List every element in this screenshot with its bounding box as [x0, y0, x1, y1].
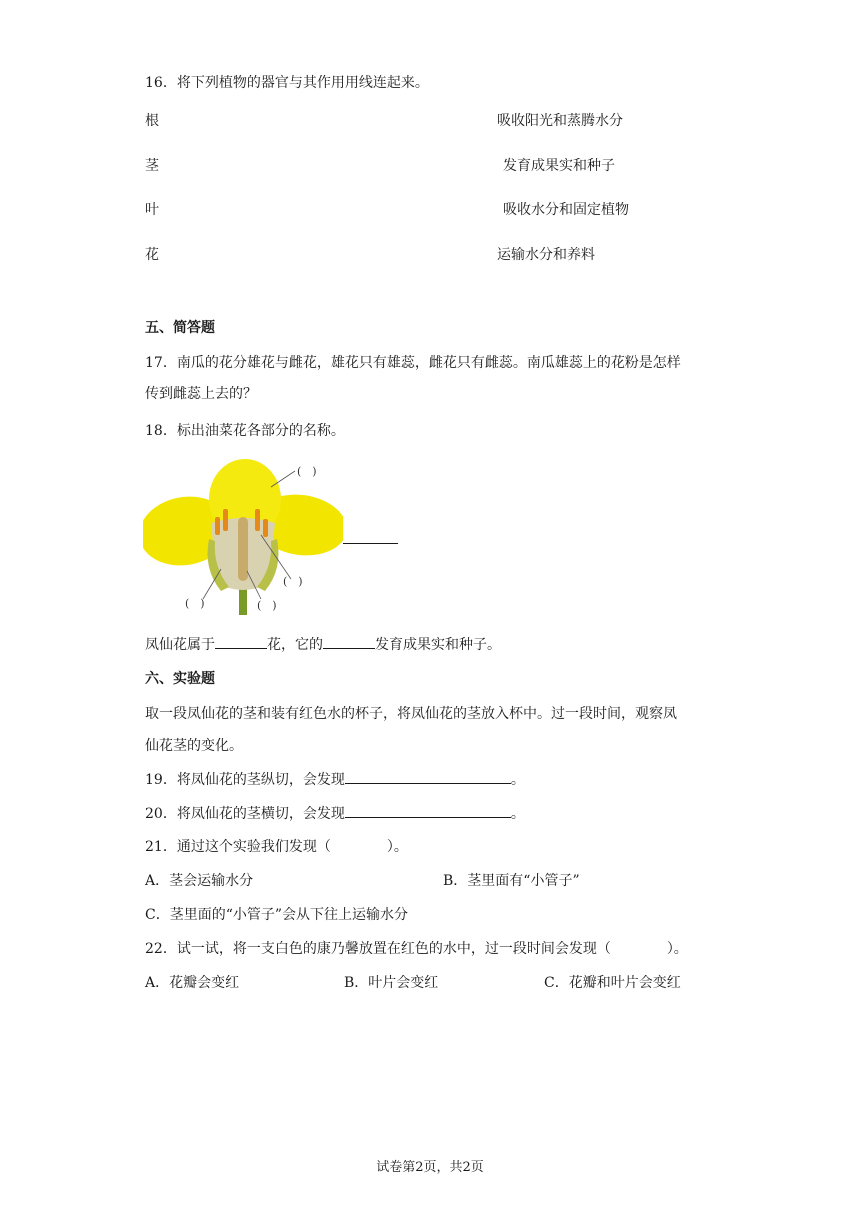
function-2: 发育成果实和种子 [503, 158, 615, 174]
question-16: 16．将下列植物的器官与其作用用线连起来。 [145, 75, 429, 91]
blank-flower-part[interactable] [323, 634, 375, 649]
stamen-1 [223, 509, 228, 531]
q22-option-a[interactable]: A．花瓣会变红 [145, 975, 240, 991]
blank-flower-type[interactable] [215, 634, 267, 649]
function-1: 吸收阳光和蒸腾水分 [497, 113, 623, 129]
stamen-2 [255, 509, 260, 531]
fill-mid: 花，它的 [267, 637, 323, 653]
fill-prefix: 凤仙花属于 [145, 637, 215, 653]
blank-20[interactable] [345, 803, 511, 818]
q21-option-a[interactable]: A．茎会运输水分 [145, 873, 254, 889]
organ-leaf: 叶 [145, 202, 159, 218]
function-3: 吸收水分和固定植物 [503, 202, 629, 218]
organ-root: 根 [145, 113, 159, 129]
question-22: 22．试一试，将一支白色的康乃馨放置在红色的水中，过一段时间会发现（ ）。 [145, 941, 688, 957]
label-pistil: ( ) [257, 599, 277, 612]
rapeseed-flower-diagram [143, 459, 343, 615]
label-sepal: ( ) [185, 597, 205, 610]
organ-stem: 茎 [145, 158, 159, 174]
experiment-intro-line2: 仙花茎的变化。 [145, 738, 243, 754]
q22-option-c[interactable]: C．花瓣和叶片会变红 [544, 975, 681, 991]
question-17-line2: 传到雌蕊上去的？ [145, 386, 257, 402]
section-5-title: 五、简答题 [145, 320, 215, 336]
stamen-4 [263, 519, 268, 537]
pistil [238, 517, 248, 581]
function-4: 运输水分和养料 [497, 247, 595, 263]
organ-flower: 花 [145, 247, 159, 263]
question-17-line1: 17．南瓜的花分雄花与雌花，雄花只有雄蕊，雌花只有雌蕊。南瓜雄蕊上的花粉是怎样 [145, 355, 681, 371]
fill-in-line [145, 634, 501, 655]
label-petal: ( ) [297, 465, 317, 478]
q22-option-b[interactable]: B．叶片会变红 [344, 975, 439, 991]
question-21: 21．通过这个实验我们发现（ ）。 [145, 839, 408, 855]
question-20: 20．将凤仙花的茎横切，会发现 。 [145, 803, 525, 824]
q21-option-b[interactable]: B．茎里面有“小管子” [443, 873, 580, 889]
page-footer: 试卷第2页，共2页 [376, 1160, 484, 1175]
label-stamen: ( ) [283, 575, 303, 588]
question-19: 19．将凤仙花的茎纵切，会发现 。 [145, 769, 525, 790]
section-6-title: 六、实验题 [145, 671, 215, 687]
blank-19[interactable] [345, 769, 511, 784]
diagram-answer-line[interactable] [343, 543, 398, 544]
question-18: 18．标出油菜花各部分的名称。 [145, 423, 345, 439]
experiment-intro-line1: 取一段凤仙花的茎和装有红色水的杯子，将凤仙花的茎放入杯中。过一段时间，观察凤 [145, 706, 677, 722]
q21-option-c[interactable]: C．茎里面的“小管子”会从下往上运输水分 [145, 907, 409, 923]
fill-suffix: 发育成果实和种子。 [375, 637, 501, 653]
stamen-3 [215, 517, 220, 535]
